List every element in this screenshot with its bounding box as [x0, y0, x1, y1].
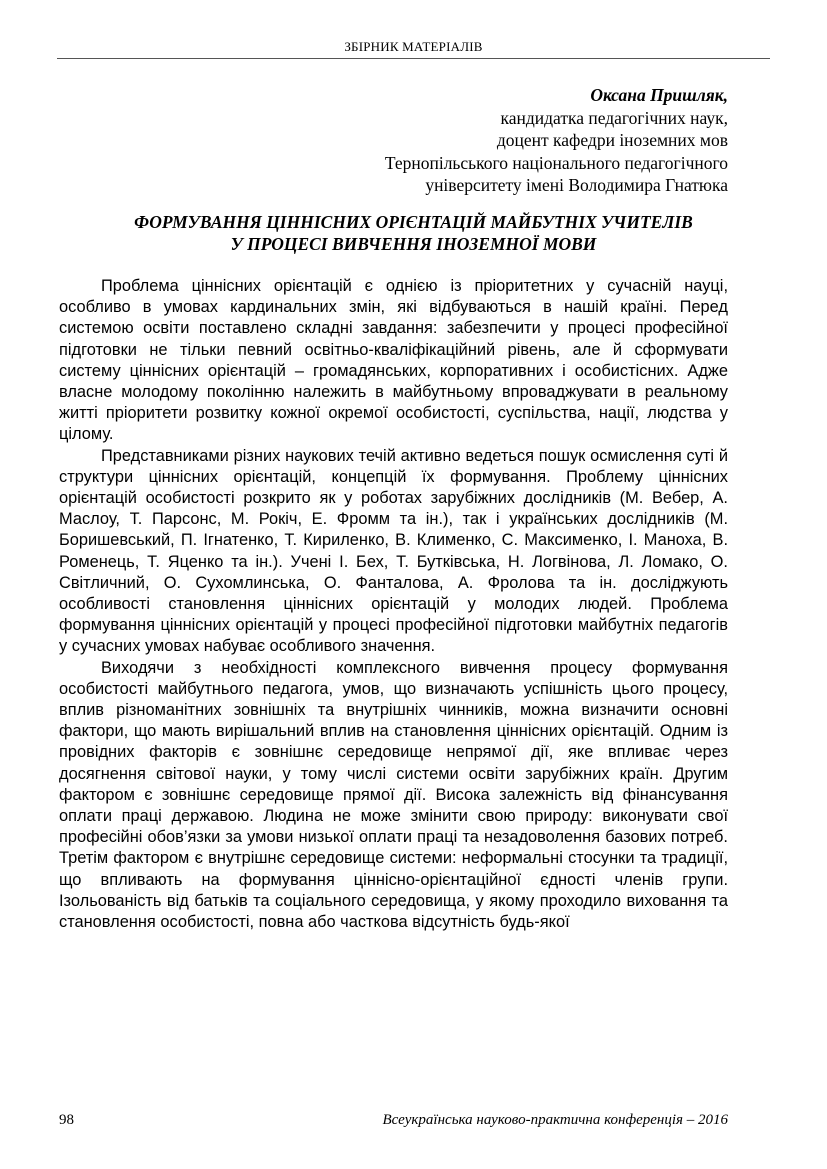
body-paragraph-3: Виходячи з необхідності комплексного вивчення процесу формування особистості майбутнього педагога, умов, що визначають успішність цього процесу, вплив різноманітних зовнішніх та внутрішніх чинників, можна визначити основні фактори, що мають вирішальний вплив на становлення ціннісних орієнтацій. Одним із провідних факторів є зовнішнє середовище непрямої дії, яке впливає через досягнення світової науки, у тому числі системи освіти зарубіжних країн. Другим фактором є зовнішнє середовище прямої дії. Висока залежність від фінансування оплати праці державою. Людина не може змінити свою природу: виконувати свої професійні обов’язки за умови низької оплати праці та незадоволення базових потреб. Третім фактором є внутрішнє середовище системи: неформальні стосунки та традиції, що впливають на формування ціннісно-орієнтаційної єдності членів групи. Ізольованість від батьків та соціального середовища, у якому проходило виховання та становлення особистості, повна або часткова відсутність будь-якої — [59, 658, 728, 932]
conference-name: Всеукраїнська науково-практична конференція – 2016 — [382, 1112, 728, 1128]
author-block — [385, 84, 728, 197]
body-paragraph-2: Представниками різних наукових течій активно ведеться пошук осмислення суті й структури ціннісних орієнтацій, концепцій їх формування. Проблему ціннісних орієнтацій особистості розкрито як у роботах зарубіжних дослідників (М. Вебер, А. Маслоу, Т. Парсонс, М. Рокіч, Е. Фромм та ін.), так і українських дослідників (М. Боришевський, П. Ігнатенко, Т. Кириленко, В. Клименко, С. Максименко, І. Маноха, В. Роменець, Т. Яценко та ін.). Учені І. Бех, Т. Бутківська, Н. Логвінова, Л. Ломако, О. Світличний, О. Сухомлинська, О. Фанталова, А. Фролова та ін. досліджують особливості становлення ціннісних орієнтацій у молодих людей. Проблема формування ціннісних орієнтацій у процесі професійної підготовки майбутніх педагогів у сучасних умовах набуває особливого значення. — [59, 446, 728, 656]
article-title — [57, 211, 770, 255]
body-paragraph-1: Проблема ціннісних орієнтацій є однією із пріоритетних у сучасній науці, особливо в умовах кардинальних змін, які відбуваються в нашій країні. Перед системою освіти поставлено складні завдання: забезпечити у процесі професійної підготовки не тільки певний освітньо-кваліфікаційний рівень, але й сформувати систему ціннісних орієнтацій – громадянських, корпоративних і особистісних. Адже власне молодому поколінню належить в майбутньому впроваджувати в реальному житті пріоритети розвитку кожної окремої особистості, суспільства, нації, людства у цілому. — [59, 277, 728, 444]
header-divider — [57, 58, 770, 59]
author-university: університету імені Володимира Гнатюка — [425, 175, 728, 195]
page-number: 98 — [59, 1112, 74, 1128]
article-title-line-2: У ПРОЦЕСІ ВИВЧЕННЯ ІНОЗЕМНОЇ МОВИ — [230, 234, 597, 254]
article-title-line-1: ФОРМУВАННЯ ЦІННІСНИХ ОРІЄНТАЦІЙ МАЙБУТНІХ УЧИТЕЛІВ — [134, 212, 693, 232]
author-institution: Тернопільського національного педагогічного — [384, 152, 728, 173]
author-position: доцент кафедри іноземних мов — [496, 130, 728, 150]
article-body — [59, 276, 728, 933]
author-name: Оксана Пришляк, — [590, 85, 728, 105]
author-degree: кандидатка педагогічних наук, — [500, 107, 728, 128]
running-header: ЗБІРНИК МАТЕРІАЛІВ — [344, 39, 483, 54]
